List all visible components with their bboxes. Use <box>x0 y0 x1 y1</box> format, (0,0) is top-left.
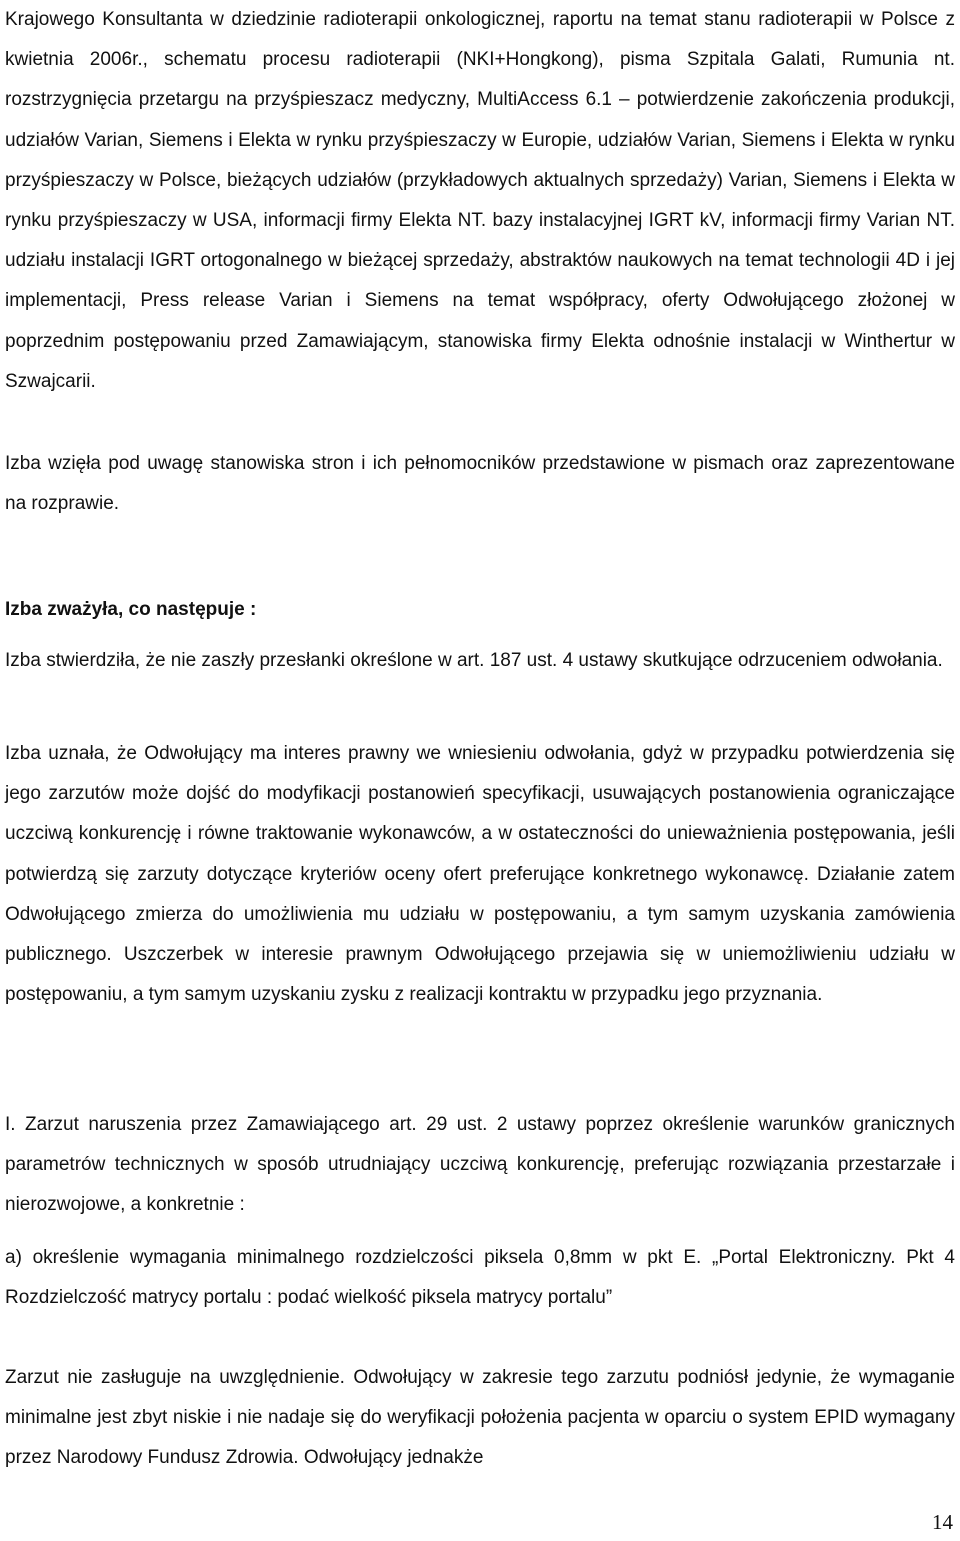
paragraph-charge-one: I. Zarzut naruszenia przez Zamawiającego art. 29 ust. 2 ustawy poprzez określenie warunków granicznych parametrów technicznych w sposób utrudniający uczciwą konkurencję, preferując rozwiązania przestarzałe i nierozwojowe, a konkretnie : <box>5 1114 955 1216</box>
paragraph-no-rejection-grounds: Izba stwierdziła, że nie zaszły przesłanki określone w art. 187 ust. 4 ustawy skutkujące odrzuceniem odwołania. <box>5 650 943 671</box>
paragraph-positions-considered: Izba wzięła pod uwagę stanowiska stron i ich pełnomocników przedstawione w pismach oraz zaprezentowane na rozprawie. <box>5 453 955 515</box>
page-number: 14 <box>932 1510 953 1534</box>
paragraph-charge-one-a: a) określenie wymagania minimalnego rozdzielczości piksela 0,8mm w pkt E. „Portal Elektroniczny. Pkt 4 Rozdzielczość matrycy portalu : podać wielkość piksela matrycy portalu” <box>5 1247 955 1309</box>
paragraph-charge-assessment: Zarzut nie zasługuje na uwzględnienie. Odwołujący w zakresie tego zarzutu podniósł jedynie, że wymaganie minimalne jest zbyt niskie i nie nadaje się do weryfikacji położenia pacjenta w oparciu o system EPID wymagany przez Narodowy Fundusz Zdrowia. Odwołujący jednakże <box>5 1367 955 1469</box>
paragraph-evidence-list: Krajowego Konsultanta w dziedzinie radioterapii onkologicznej, raportu na temat stanu radioterapii w Polsce z kwietnia 2006r., schematu procesu radioterapii (NKI+Hongkong), pisma Szpitala Galati, Rumunia nt. rozstrzygnięcia przetargu na przyśpieszacz medyczny, MultiAccess 6.1 – potwierdzenie zakończenia produkcji, udziałów Varian, Siemens i Elekta w rynku przyśpieszaczy w Europie, udziałów Varian, Siemens i Elekta w rynku przyśpieszaczy w Polsce, bieżących udziałów (przykładowych aktualnych sprzedaży) Varian, Siemens i Elekta w rynku przyśpieszaczy w USA, informacji firmy Elekta NT. bazy instalacyjnej IGRT kV, informacji firmy Varian NT. udziału instalacji IGRT ortogonalnego w bieżącej sprzedaży, abstraktów naukowych na temat technologii 4D i jej implementacji, Press release Varian i Siemens na temat współpracy, oferty Odwołującego złożonej w poprzednim postępowaniu przed Zamawiającym, stanowiska firmy Elekta odnośnie instalacji w Winthertur w Szwajcarii. <box>5 9 955 392</box>
section-heading: Izba zważyła, co następuje : <box>5 599 257 620</box>
paragraph-legal-interest: Izba uznała, że Odwołujący ma interes prawny we wniesieniu odwołania, gdyż w przypadku potwierdzenia się jego zarzutów może dojść do modyfikacji postanowień specyfikacji, usuwających postanowienia ograniczające uczciwą konkurencję i równe traktowanie wykonawców, a w ostateczności do unieważnienia postępowania, jeśli potwierdzą się zarzuty dotyczące kryteriów oceny ofert preferujące konkretnego wykonawcę. Działanie zatem Odwołującego zmierza do umożliwienia mu udziału w postępowaniu, a tym samym uzyskania zamówienia publicznego. Uszczerbek w interesie prawnym Odwołującego przejawia się w uniemożliwieniu udziału w postępowaniu, a tym samym uzyskaniu zysku z realizacji kontraktu w przypadku jego przyznania. <box>5 743 955 1006</box>
